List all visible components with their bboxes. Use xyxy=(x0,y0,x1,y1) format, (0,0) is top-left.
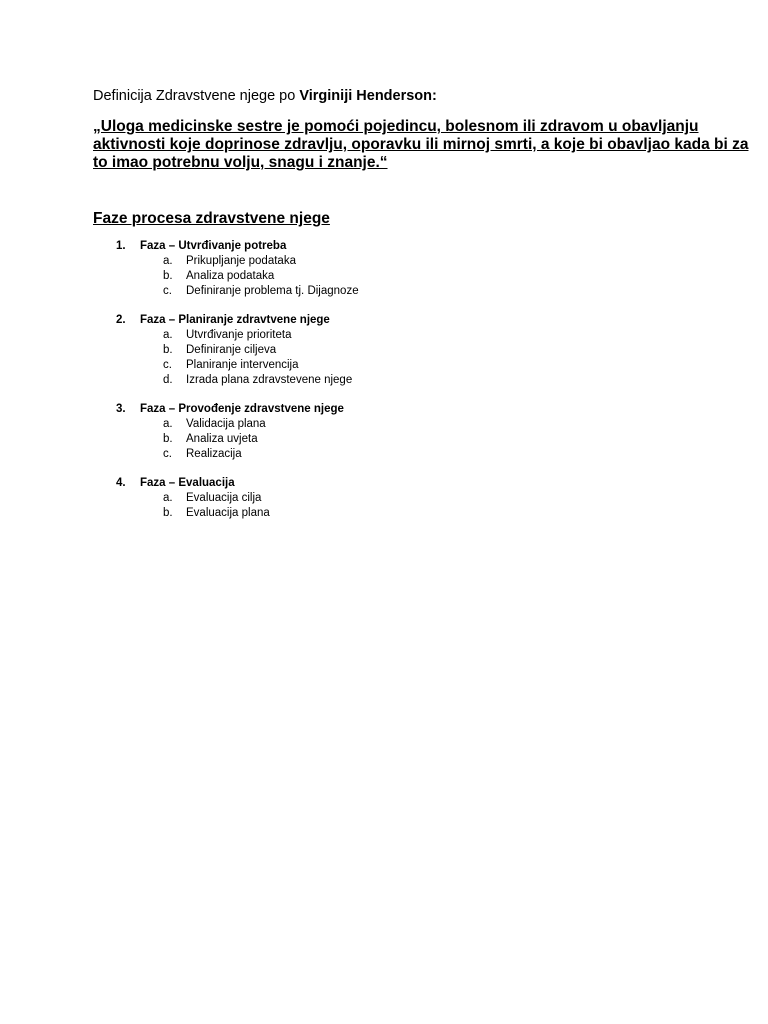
step-letter: d. xyxy=(163,374,173,386)
phase-item xyxy=(0,477,768,522)
definition-author-name: Virginiji Henderson: xyxy=(299,88,437,104)
phase-heading xyxy=(0,240,768,255)
step-label: Validacija plana xyxy=(186,418,266,430)
step-label: Evaluacija cilja xyxy=(186,492,262,504)
phase-number: 2. xyxy=(116,314,126,326)
phase-step xyxy=(0,448,768,463)
step-letter: a. xyxy=(163,255,173,267)
phase-heading xyxy=(0,477,768,492)
phase-item xyxy=(0,403,768,463)
step-letter: b. xyxy=(163,344,173,356)
step-letter: c. xyxy=(163,285,172,297)
henderson-quote xyxy=(93,118,749,172)
step-label: Realizacija xyxy=(186,448,242,460)
section-title: Faze procesa zdravstvene njege xyxy=(93,210,330,227)
phase-step xyxy=(0,433,768,448)
definition-intro xyxy=(93,88,437,104)
phase-step xyxy=(0,507,768,522)
step-letter: a. xyxy=(163,492,173,504)
step-label: Definiranje ciljeva xyxy=(186,344,277,356)
quote-line: „Uloga medicinske sestre je pomoći pojedincu, bolesnom ili zdravom u obavljanju xyxy=(93,118,699,135)
phase-step xyxy=(0,418,768,433)
phase-number: 1. xyxy=(116,240,126,252)
quote-line: aktivnosti koje doprinose zdravlju, oporavku ili mirnoj smrti, a koje bi obavljao kada bi za xyxy=(93,136,749,153)
phase-label: Faza – Utvrđivanje potreba xyxy=(140,240,287,252)
phase-step xyxy=(0,329,768,344)
step-letter: b. xyxy=(163,433,173,445)
phases-list xyxy=(0,240,768,536)
phase-step xyxy=(0,255,768,270)
phase-item xyxy=(0,240,768,300)
quote-line: to imao potrebnu volju, snagu i znanje.“ xyxy=(93,154,388,171)
phase-steps-list xyxy=(0,492,768,522)
step-letter: b. xyxy=(163,507,173,519)
phase-step xyxy=(0,270,768,285)
phase-step xyxy=(0,374,768,389)
step-letter: c. xyxy=(163,359,172,371)
phase-step xyxy=(0,359,768,374)
phase-steps-list xyxy=(0,255,768,300)
definition-intro-prefix: Definicija Zdravstvene njege po xyxy=(93,88,300,104)
step-letter: a. xyxy=(163,418,173,430)
step-label: Utvrđivanje prioriteta xyxy=(186,329,292,341)
step-label: Izrada plana zdravstevene njege xyxy=(186,374,353,386)
step-label: Prikupljanje podataka xyxy=(186,255,296,267)
phase-heading xyxy=(0,314,768,329)
phase-steps-list xyxy=(0,418,768,463)
phase-number: 3. xyxy=(116,403,126,415)
step-label: Planiranje intervencija xyxy=(186,359,299,371)
phase-label: Faza – Evaluacija xyxy=(140,477,235,489)
step-letter: b. xyxy=(163,270,173,282)
step-label: Analiza uvjeta xyxy=(186,433,258,445)
step-label: Evaluacija plana xyxy=(186,507,270,519)
phase-label: Faza – Planiranje zdravtvene njege xyxy=(140,314,330,326)
phase-step xyxy=(0,285,768,300)
phase-number: 4. xyxy=(116,477,126,489)
phase-label: Faza – Provođenje zdravstvene njege xyxy=(140,403,344,415)
phase-heading xyxy=(0,403,768,418)
step-letter: a. xyxy=(163,329,173,341)
phase-step xyxy=(0,492,768,507)
step-label: Analiza podataka xyxy=(186,270,275,282)
phase-steps-list xyxy=(0,329,768,389)
phase-item xyxy=(0,314,768,389)
step-letter: c. xyxy=(163,448,172,460)
phase-step xyxy=(0,344,768,359)
step-label: Definiranje problema tj. Dijagnoze xyxy=(186,285,359,297)
